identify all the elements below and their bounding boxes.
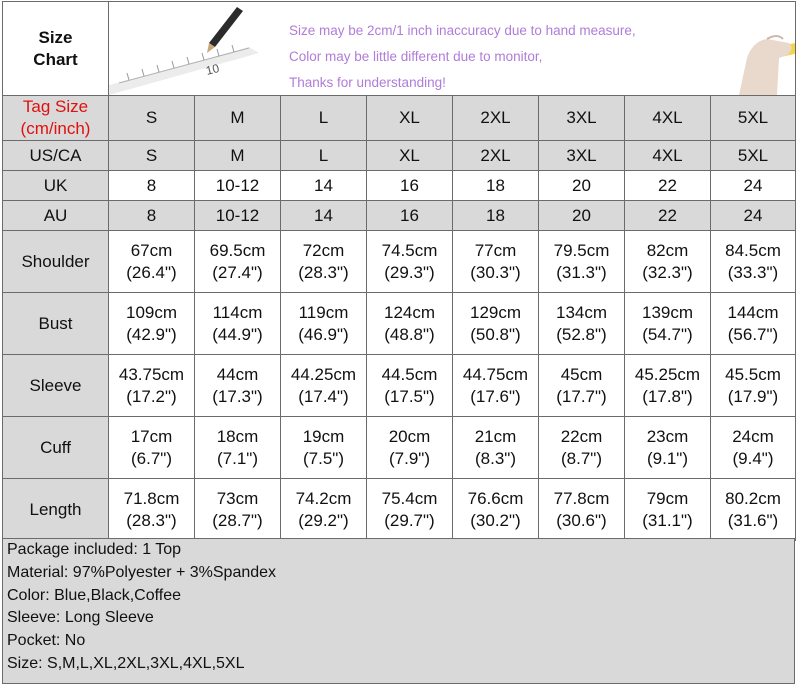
cm-value: 82cm	[646, 240, 689, 260]
measurement-cell	[453, 231, 539, 293]
measurement-cell	[625, 293, 711, 355]
cm-value: 67cm	[130, 240, 173, 260]
size-cell: 5XL	[711, 96, 796, 141]
cm-value: 45.25cm	[634, 364, 701, 384]
inch-value: (8.7")	[561, 448, 602, 468]
inch-value: (50.8")	[470, 324, 521, 344]
inch-value: (31.6")	[727, 510, 779, 530]
inch-value: (9.1")	[647, 448, 688, 468]
cm-value: 44.5cm	[381, 364, 438, 384]
inch-value: (27.4")	[212, 262, 263, 282]
info-pocket: Pocket: No	[7, 632, 86, 650]
table-cell: 20	[539, 171, 625, 201]
inch-value: (8.3")	[475, 448, 516, 468]
measurement-cell	[195, 479, 281, 541]
inch-value: (33.3")	[727, 262, 779, 282]
inch-value: (48.8")	[384, 324, 435, 344]
measurement-cell	[711, 417, 796, 479]
table-cell: 2XL	[453, 141, 539, 171]
cm-value: 124cm	[383, 302, 436, 322]
cm-value: 84.5cm	[725, 240, 781, 260]
note-thanks: Thanks for understanding!	[289, 74, 446, 90]
size-cell: L	[281, 96, 367, 141]
table-cell: XL	[367, 141, 453, 171]
cm-value: 76.6cm	[467, 488, 524, 508]
measurement-row	[3, 417, 796, 479]
measurement-cell	[711, 355, 796, 417]
size-table	[2, 1, 796, 541]
cm-value: 72cm	[302, 240, 345, 260]
inch-value: (56.7")	[727, 324, 779, 344]
cm-value: 139cm	[641, 302, 694, 322]
tape-measure-hand-illustration	[719, 3, 795, 95]
measurement-cell	[195, 355, 281, 417]
measurements-body	[3, 231, 796, 541]
inch-value: (31.1")	[642, 510, 693, 530]
inch-value: (44.9")	[212, 324, 263, 344]
tag-size-row	[3, 96, 796, 141]
measurement-cell	[109, 479, 195, 541]
header-row	[3, 2, 796, 96]
cm-value: 43.75cm	[118, 364, 185, 384]
table-cell: L	[281, 141, 367, 171]
cm-value: 71.8cm	[123, 488, 180, 508]
measurement-cell	[281, 293, 367, 355]
measurement-row	[3, 231, 796, 293]
table-row	[3, 201, 796, 231]
table-cell: 18	[453, 201, 539, 231]
table-cell: 8	[109, 201, 195, 231]
cm-value: 73cm	[216, 488, 259, 508]
table-cell: 22	[625, 171, 711, 201]
size-cell: M	[195, 96, 281, 141]
cm-value: 20cm	[388, 426, 431, 446]
table-cell: 20	[539, 201, 625, 231]
inch-value: (29.7")	[384, 510, 435, 530]
cm-value: 109cm	[125, 302, 178, 322]
measurement-cell	[195, 231, 281, 293]
measurement-cell	[711, 479, 796, 541]
table-row	[3, 171, 796, 201]
cm-value: 24cm	[732, 426, 774, 446]
measurement-cell	[711, 293, 796, 355]
cm-value: 114cm	[212, 302, 263, 322]
inch-value: (54.7")	[642, 324, 693, 344]
info-sleeve: Sleeve: Long Sleeve	[7, 609, 154, 627]
inch-value: (17.3")	[212, 386, 263, 406]
tag-size-label: Tag Size (cm/inch)	[3, 96, 109, 141]
measurement-cell	[195, 293, 281, 355]
table-cell: 3XL	[539, 141, 625, 171]
measurement-row	[3, 479, 796, 541]
inch-value: (29.3")	[384, 262, 435, 282]
table-cell: 18	[453, 171, 539, 201]
inch-value: (31.3")	[556, 262, 607, 282]
cm-value: 74.2cm	[295, 488, 352, 508]
row-label: US/CA	[3, 141, 109, 171]
measurement-cell	[195, 417, 281, 479]
measurement-cell	[453, 417, 539, 479]
measurement-cell	[625, 231, 711, 293]
cm-value: 134cm	[555, 302, 608, 322]
cm-value: 80.2cm	[725, 488, 781, 508]
measurement-banner	[109, 2, 796, 96]
cm-value: 74.5cm	[381, 240, 438, 260]
note-color: Color may be little different due to monitor,	[289, 48, 543, 64]
row-label: UK	[3, 171, 109, 201]
inch-value: (17.5")	[384, 386, 435, 406]
cm-value: 45cm	[560, 364, 603, 384]
size-cell: XL	[367, 96, 453, 141]
info-material: Material: 97%Polyester + 3%Spandex	[7, 563, 277, 581]
measurement-label: Shoulder	[3, 231, 109, 293]
size-chart	[2, 1, 795, 684]
inch-value: (30.2")	[470, 510, 521, 530]
inch-value: (32.3")	[642, 262, 693, 282]
table-cell: 8	[109, 171, 195, 201]
table-cell: M	[195, 141, 281, 171]
measurement-cell	[453, 293, 539, 355]
inch-value: (7.5")	[303, 448, 344, 468]
measurement-cell	[367, 293, 453, 355]
measurement-cell	[367, 355, 453, 417]
measurement-row	[3, 293, 796, 355]
cm-value: 79.5cm	[553, 240, 610, 260]
measurement-cell	[281, 417, 367, 479]
ruler-number: 10	[204, 60, 221, 78]
inch-value: (42.9")	[126, 324, 177, 344]
cm-value: 19cm	[302, 426, 345, 446]
inch-value: (17.8")	[642, 386, 693, 406]
cm-value: 44cm	[216, 364, 259, 384]
size-cell: 2XL	[453, 96, 539, 141]
cm-value: 44.25cm	[290, 364, 357, 384]
table-cell: 16	[367, 201, 453, 231]
inch-value: (17.9")	[727, 386, 779, 406]
info-color: Color: Blue,Black,Coffee	[7, 586, 182, 604]
measurement-cell	[281, 479, 367, 541]
measurement-cell	[539, 293, 625, 355]
inch-value: (7.9")	[389, 448, 430, 468]
measurement-cell	[539, 355, 625, 417]
inch-value: (6.7")	[131, 448, 172, 468]
inch-value: (30.3")	[470, 262, 521, 282]
measurement-label: Bust	[3, 293, 109, 355]
product-info-box	[2, 538, 795, 684]
cm-value: 69.5cm	[209, 240, 266, 260]
measurement-cell	[367, 231, 453, 293]
inch-value: (28.3")	[126, 510, 177, 530]
measurement-cell	[109, 293, 195, 355]
measurement-cell	[625, 417, 711, 479]
table-cell: 14	[281, 201, 367, 231]
table-cell: 10-12	[195, 201, 281, 231]
table-cell: 5XL	[711, 141, 796, 171]
table-cell: 14	[281, 171, 367, 201]
table-cell: 16	[367, 171, 453, 201]
cm-value: 77cm	[474, 240, 517, 260]
cm-value: 144cm	[727, 302, 779, 322]
measurement-cell	[625, 355, 711, 417]
inch-value: (46.9")	[298, 324, 349, 344]
cm-value: 21cm	[474, 426, 517, 446]
cm-value: 23cm	[646, 426, 689, 446]
measurement-cell	[109, 355, 195, 417]
measurement-label: Sleeve	[3, 355, 109, 417]
measurement-cell	[539, 231, 625, 293]
measurement-cell	[281, 231, 367, 293]
table-cell: 10-12	[195, 171, 281, 201]
inch-value: (29.2")	[298, 510, 349, 530]
inch-value: (26.4")	[126, 262, 177, 282]
measurement-cell	[109, 417, 195, 479]
measurement-cell	[539, 417, 625, 479]
row-label: AU	[3, 201, 109, 231]
measurement-cell	[367, 479, 453, 541]
cm-value: 45.5cm	[725, 364, 781, 384]
table-cell: S	[109, 141, 195, 171]
measurement-cell	[109, 231, 195, 293]
table-cell: 4XL	[625, 141, 711, 171]
cm-value: 44.75cm	[462, 364, 529, 384]
measurement-label: Length	[3, 479, 109, 541]
measurement-cell	[281, 355, 367, 417]
inch-value: (17.6")	[470, 386, 521, 406]
measurement-cell	[453, 355, 539, 417]
size-cell: 4XL	[625, 96, 711, 141]
measurement-cell	[539, 479, 625, 541]
info-sizes: Size: S,M,L,XL,2XL,3XL,4XL,5XL	[7, 654, 245, 672]
cm-value: 22cm	[560, 426, 603, 446]
cm-value: 18cm	[216, 426, 259, 446]
inch-value: (28.7")	[212, 510, 263, 530]
size-cell: 3XL	[539, 96, 625, 141]
measurement-label: Cuff	[3, 417, 109, 479]
inch-value: (7.1")	[217, 448, 258, 468]
table-cell: 22	[625, 201, 711, 231]
table-row	[3, 141, 796, 171]
table-cell: 24	[711, 201, 796, 231]
inch-value: (17.4")	[298, 386, 349, 406]
inch-value: (9.4")	[732, 448, 774, 468]
ruler-pencil-illustration	[109, 3, 289, 95]
size-chart-title: Size Chart	[3, 2, 109, 96]
cm-value: 75.4cm	[381, 488, 438, 508]
measurement-row	[3, 355, 796, 417]
cm-value: 79cm	[646, 488, 689, 508]
size-cell: S	[109, 96, 195, 141]
inch-value: (17.2")	[126, 386, 177, 406]
cm-value: 17cm	[130, 426, 173, 446]
info-package: Package included: 1 Top	[7, 541, 182, 558]
table-cell: 24	[711, 171, 796, 201]
inch-value: (30.6")	[556, 510, 607, 530]
cm-value: 119cm	[298, 302, 349, 322]
cm-value: 129cm	[469, 302, 522, 322]
cm-value: 77.8cm	[553, 488, 610, 508]
measurement-cell	[367, 417, 453, 479]
measurement-cell	[453, 479, 539, 541]
measurement-cell	[711, 231, 796, 293]
measurement-cell	[625, 479, 711, 541]
inch-value: (28.3")	[298, 262, 349, 282]
note-inaccuracy: Size may be 2cm/1 inch inaccuracy due to hand measure,	[289, 22, 636, 38]
inch-value: (17.7")	[556, 386, 607, 406]
inch-value: (52.8")	[556, 324, 607, 344]
